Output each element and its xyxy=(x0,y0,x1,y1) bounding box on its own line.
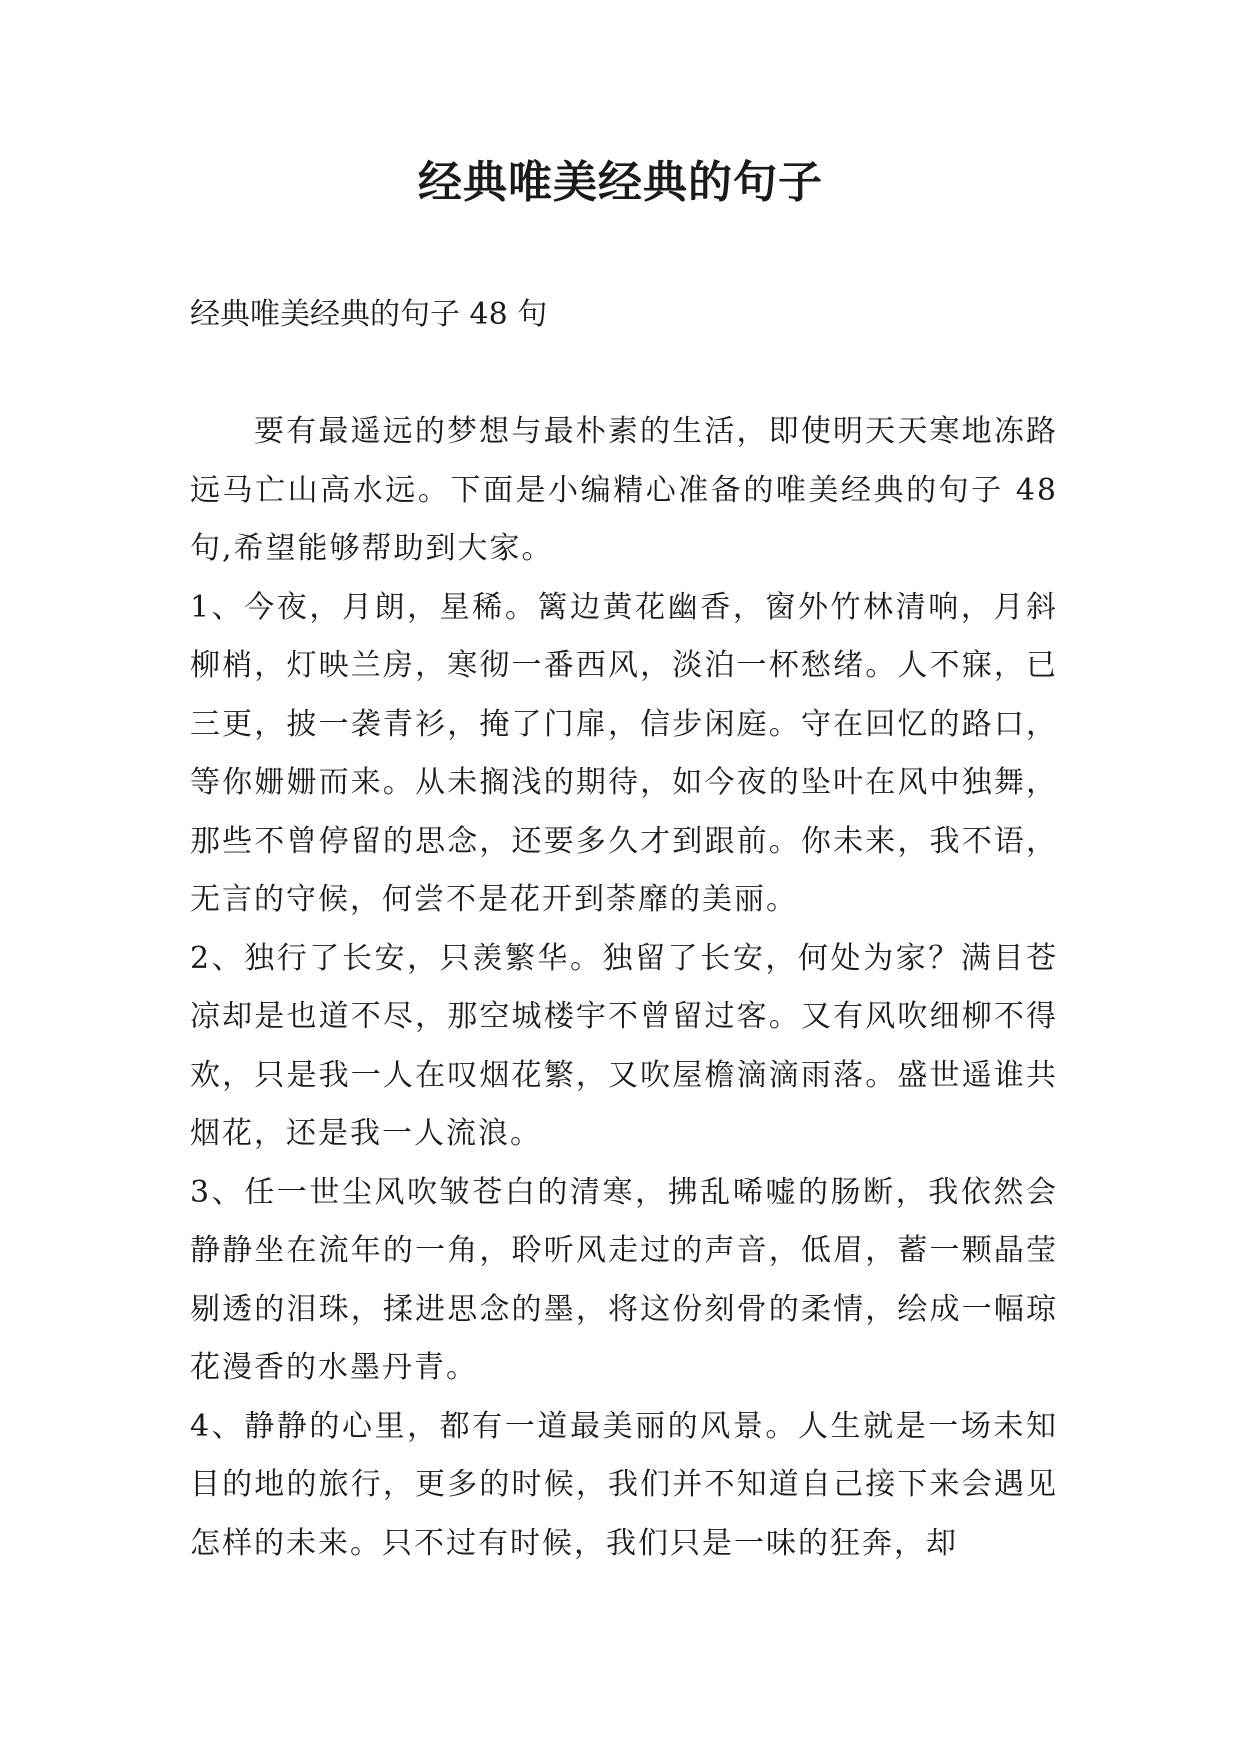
quote-paragraph-4: 4、静静的心里，都有一道最美丽的风景。人生就是一场未知目的地的旅行，更多的时候，我们并不知道自己接下来会遇见怎样的未来。只不过有时候，我们只是一味的狂奔，却 xyxy=(190,1408,1058,1561)
intro-paragraph: 要有最遥远的梦想与最朴素的生活，即使明天天寒地冻路远马亡山高水远。下面是小编精心准备的唯美经典的句子 48 句,希望能够帮助到大家。 xyxy=(190,414,1058,566)
quote-paragraph-3: 3、任一世尘风吹皱苍白的清寒，拂乱唏嘘的肠断，我依然会静静坐在流年的一角，聆听风走过的声音，低眉，蓄一颗晶莹剔透的泪珠，揉进思念的墨，将这份刻骨的柔情，绘成一幅琼花漫香的水墨丹青。 xyxy=(190,1174,1058,1385)
document-subtitle: 经典唯美经典的句子 48 句 xyxy=(190,297,548,332)
document-body xyxy=(190,403,1058,1573)
quote-paragraph-2: 2、独行了长安，只羡繁华。独留了长安，何处为家？满目苍凉却是也道不尽，那空城楼宇不曾留过客。又有风吹细柳不得欢，只是我一人在叹烟花繁，又吹屋檐滴滴雨落。盛世遥谁共烟花，还是我一人流浪。 xyxy=(190,940,1058,1151)
document-title: 经典唯美经典的句子 xyxy=(418,157,823,208)
quote-paragraph-1: 1、今夜，月朗，星稀。篱边黄花幽香，窗外竹林清响，月斜柳梢，灯映兰房，寒彻一番西风，淡泊一杯愁绪。人不寐，已三更，披一袭青衫，掩了门扉，信步闲庭。守在回忆的路口，等你姗姗而来。从未搁浅的期待，如今夜的坠叶在风中独舞，那些不曾停留的思念，还要多久才到跟前。你未来，我不语，无言的守候，何尝不是花开到荼靡的美丽。 xyxy=(190,589,1058,917)
